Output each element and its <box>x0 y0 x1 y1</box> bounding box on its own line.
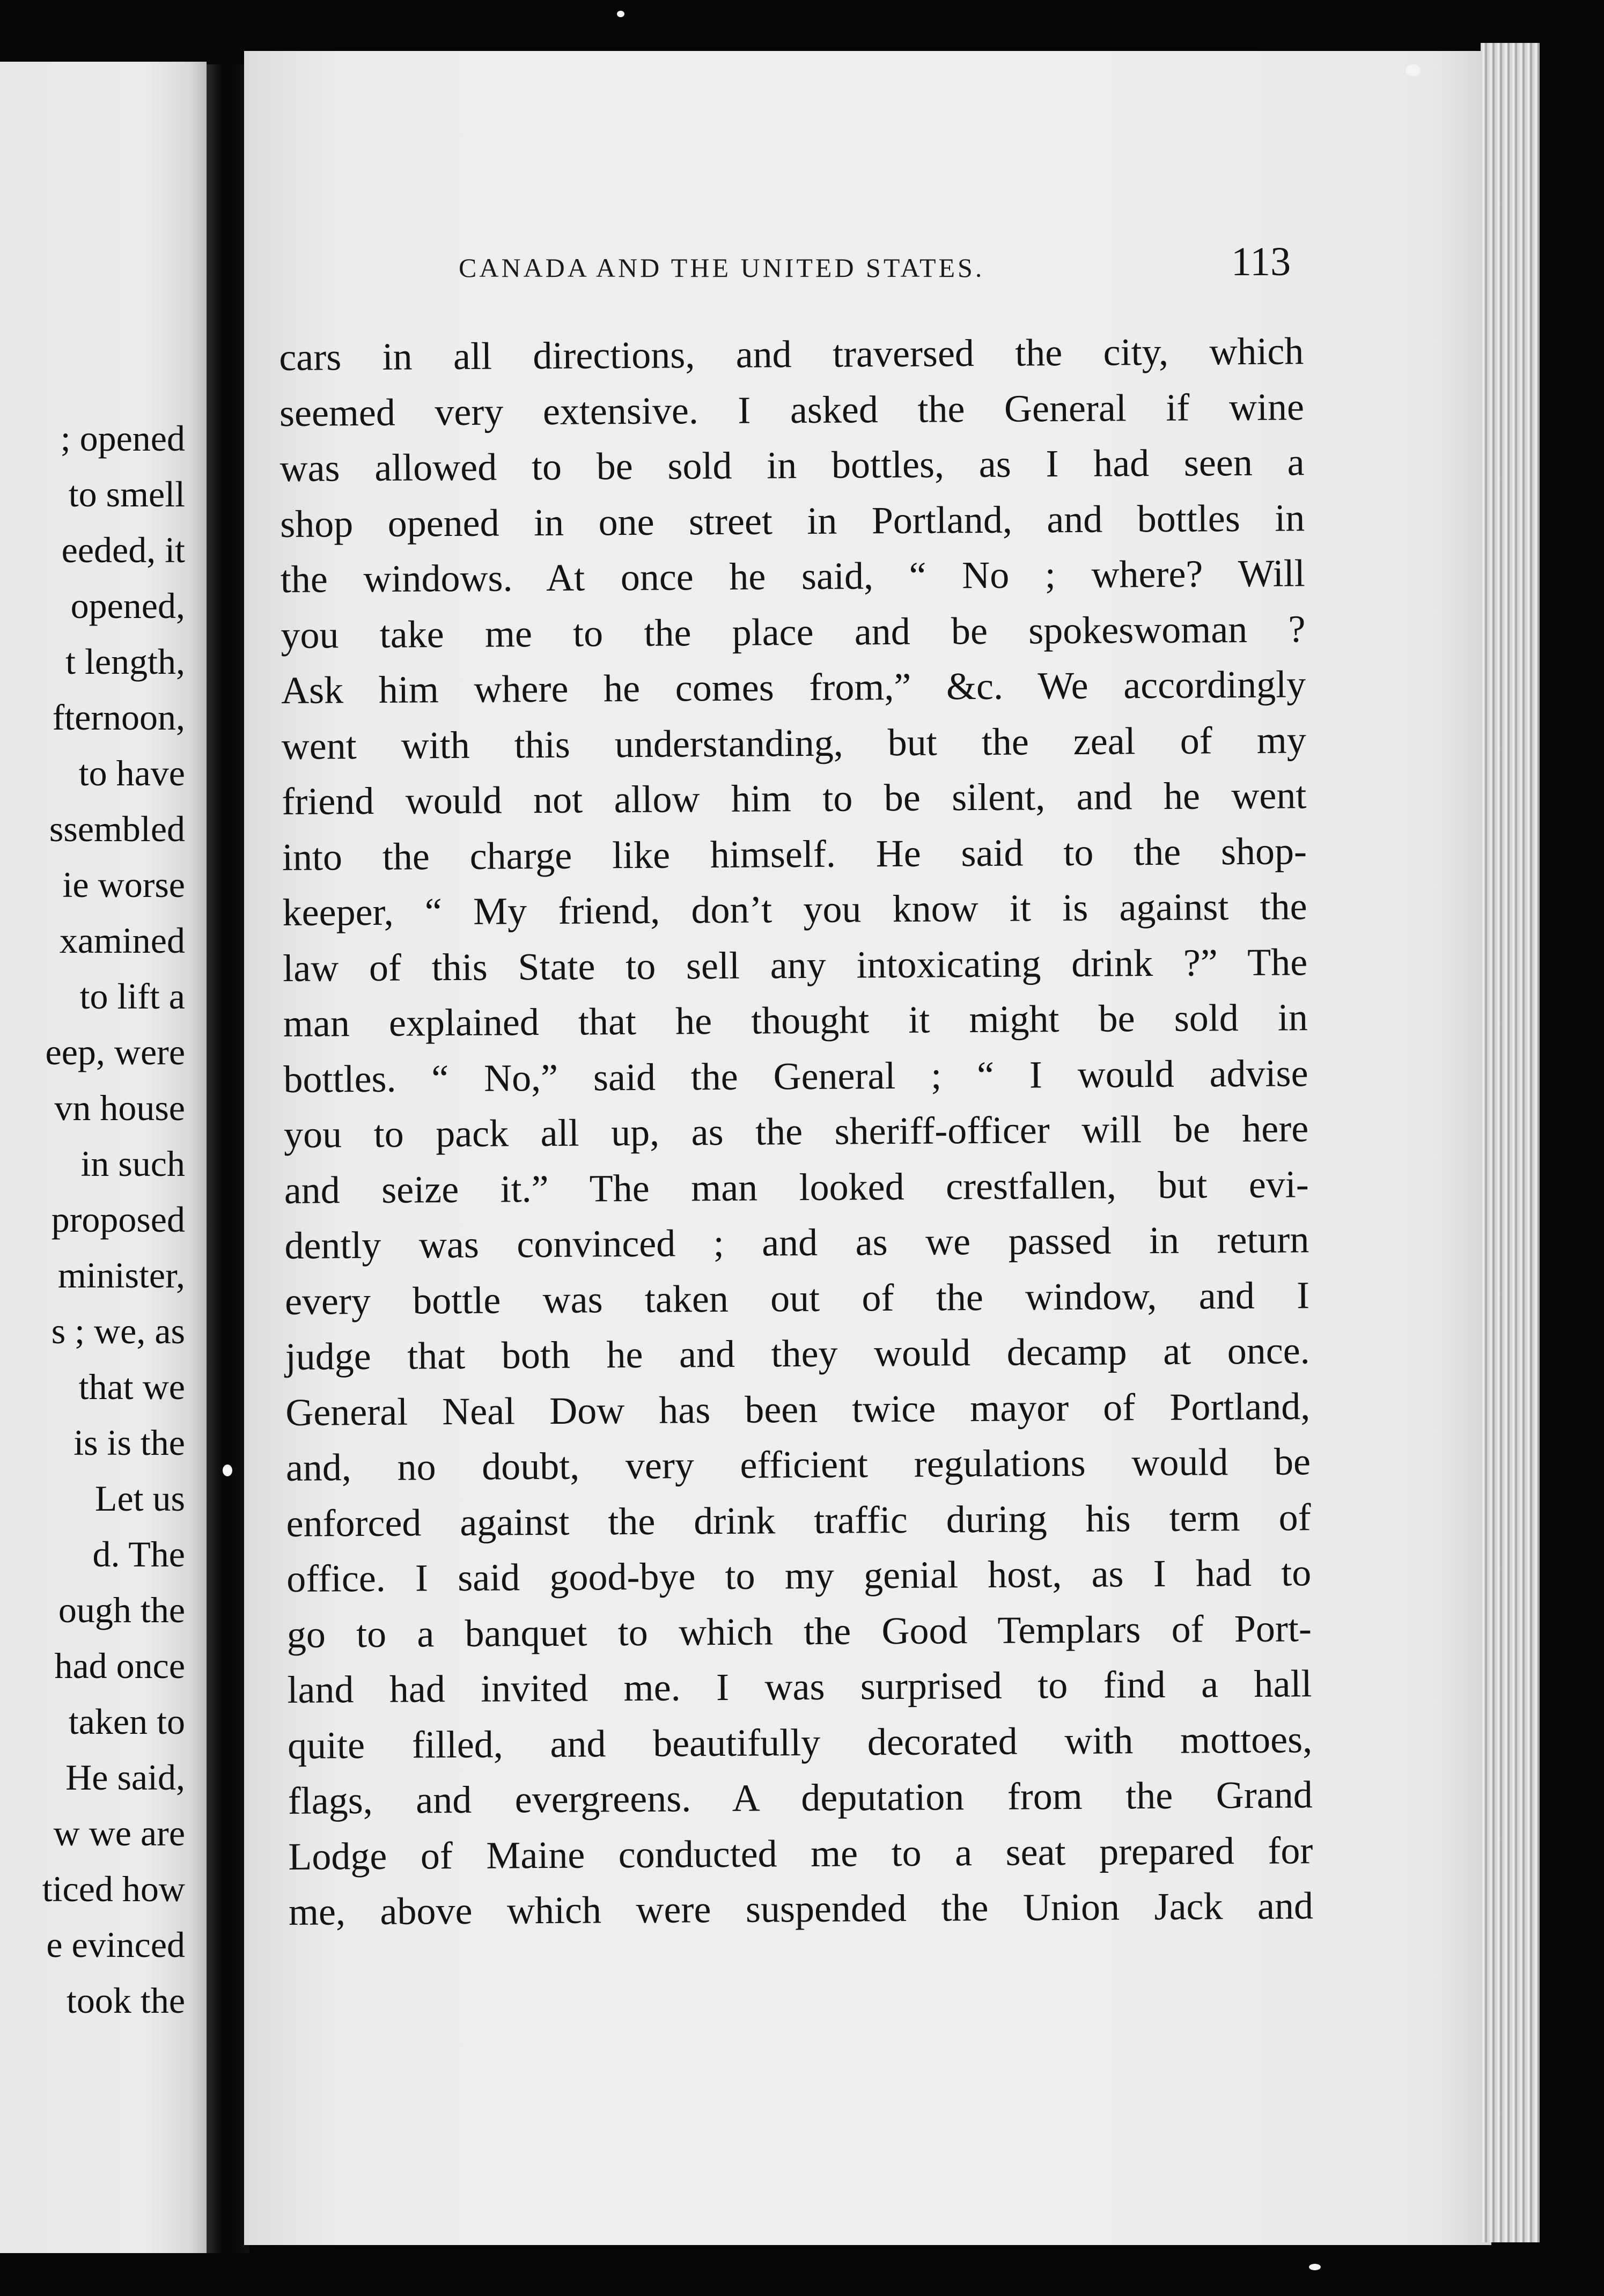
text-line: flags, and evergreens. A deputation from the Grand <box>288 1773 1313 1822</box>
left-line: that we <box>78 1366 185 1407</box>
scan-speck <box>617 11 624 17</box>
left-line: in such <box>80 1143 185 1184</box>
left-line: eeded, it <box>61 529 185 570</box>
left-line: ; opened <box>60 418 185 459</box>
text-line: dently was convinced ; and as we passed in return <box>284 1218 1309 1267</box>
left-line: t length, <box>65 641 185 682</box>
left-line: taken to <box>68 1701 185 1742</box>
left-line: e evinced <box>46 1924 185 1965</box>
text-line: judge that both he and they would decamp at once. <box>285 1329 1310 1378</box>
text-line: law of this State to sell any intoxicating drink ?” The <box>283 940 1308 990</box>
left-line: w we are <box>53 1813 185 1853</box>
text-line: the windows. At once he said, “ No ; where? Will <box>280 551 1306 601</box>
left-line: had once <box>54 1645 185 1686</box>
page-number: 113 <box>1231 239 1291 284</box>
text-line: bottles. “ No,” said the General ; “ I would advise <box>283 1051 1308 1101</box>
text-line: Ask him where he comes from,” &c. We accordingly <box>281 663 1306 712</box>
left-line: d. The <box>92 1534 185 1574</box>
text-line: quite filled, and beautifully decorated with mottoes, <box>287 1717 1313 1767</box>
scan-speck <box>1406 64 1421 76</box>
left-line: is is the <box>73 1422 185 1463</box>
left-line: vn house <box>54 1087 185 1128</box>
left-line: fternoon, <box>52 697 185 738</box>
text-line: General Neal Dow has been twice mayor of Portland, <box>285 1384 1311 1434</box>
text-line: man explained that he thought it might be sold in <box>283 996 1308 1045</box>
body-text <box>279 323 1313 1940</box>
text-line: land had invited me. I was surprised to find a hall <box>287 1662 1312 1711</box>
text-line: seemed very extensive. I asked the General if wine <box>279 385 1305 435</box>
left-line: ie worse <box>62 864 185 905</box>
scan-speck <box>223 1465 232 1476</box>
text-line: was allowed to be sold in bottles, as I had seen a <box>279 440 1305 490</box>
text-line: you take me to the place and be spokeswoman ? <box>281 607 1306 657</box>
left-page <box>0 62 207 2253</box>
text-line: went with this understanding, but the zeal of my <box>281 718 1306 768</box>
text-line: and, no doubt, very efficient regulations would be <box>285 1440 1311 1489</box>
left-line: to smell <box>68 474 185 514</box>
text-line: office. I said good-bye to my genial host, as I had to <box>286 1551 1312 1600</box>
left-line: eep, were <box>45 1032 185 1072</box>
left-page-text <box>3 410 185 2028</box>
book-gutter <box>207 64 249 2253</box>
left-line: minister, <box>57 1255 185 1296</box>
scan-speck <box>1309 2264 1321 2270</box>
left-line: xamined <box>59 920 185 961</box>
left-line: He said, <box>65 1757 185 1798</box>
text-line: cars in all directions, and traversed the city, which <box>279 329 1304 379</box>
text-line: every bottle was taken out of the window, and I <box>284 1273 1310 1323</box>
left-line: ticed how <box>42 1868 185 1909</box>
left-line: to lift a <box>79 976 185 1017</box>
text-line: me, above which were suspended the Union Jack and <box>288 1884 1314 1933</box>
text-line: you to pack all up, as the sheriff-officer will be here <box>283 1107 1309 1156</box>
text-line: go to a banquet to which the Good Templars of Port- <box>286 1606 1312 1656</box>
text-line: enforced against the drink traffic during his term of <box>286 1495 1311 1545</box>
left-line: opened, <box>70 585 185 626</box>
left-line: proposed <box>51 1199 185 1240</box>
left-line: ssembled <box>49 808 185 849</box>
left-line: Let us <box>94 1478 185 1519</box>
text-line: shop opened in one street in Portland, and bottles in <box>279 496 1305 546</box>
left-line: took the <box>67 1980 185 2021</box>
text-line: Lodge of Maine conducted me to a seat prepared for <box>288 1828 1313 1878</box>
running-head: CANADA AND THE UNITED STATES. <box>459 253 985 283</box>
text-line: and seize it.” The man looked crestfallen, but evi- <box>284 1162 1309 1212</box>
text-line: friend would not allow him to be silent, and he went <box>282 774 1307 823</box>
text-line: keeper, “ My friend, don’t you know it is against the <box>282 885 1307 934</box>
page-edges <box>1481 43 1540 2242</box>
left-line: to have <box>78 753 185 793</box>
text-line: into the charge like himself. He said to the shop- <box>282 829 1307 879</box>
left-line: s ; we, as <box>51 1311 185 1351</box>
left-line: ough the <box>58 1589 185 1630</box>
